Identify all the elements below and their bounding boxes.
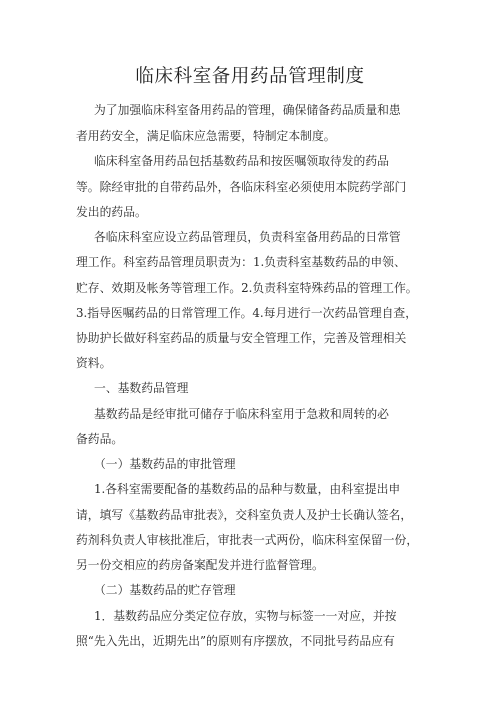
body-line: 药剂科负责人审核批准后，审批表一式两份，临床科室保留一份， (76, 533, 419, 547)
document-title: 临床科室备用药品管理制度 (135, 66, 365, 87)
body-line: 贮存、效期及帐务等管理工作。2.负责科室特殊药品的管理工作。 (76, 281, 418, 295)
body-line: 理工作。科室药品管理员职责为：1.负责科室基数药品的申领、 (76, 255, 406, 269)
body-line: 资料。 (76, 356, 112, 370)
body-line: 基数药品是经审批可储存于临床科室用于急救和周转的必 (94, 407, 389, 421)
body-line: 3.指导医嘱药品的日常管理工作。4.每月进行一次药品管理自查， (76, 306, 418, 320)
body-line: 备药品。 (76, 432, 124, 446)
body-line: 请，填写《基数药品审批表》，交科室负责人及护士长确认签名， (76, 508, 413, 522)
section-heading: 一、基数药品管理 (94, 381, 189, 395)
body-line: 1．基数药品应分类定位存放，实物与标签一一对应，并按 (94, 609, 397, 623)
body-line: 者用药安全，满足临床应急需要，特制定本制度。 (76, 129, 336, 143)
body-line: 发出的药品。 (76, 205, 147, 219)
body-line: 1.各科室需要配备的基数药品的品种与数量，由科室提出申 (94, 482, 401, 496)
body-line: 照“先入先出，近期先出”的原则有序摆放，不同批号药品应有 (76, 634, 395, 648)
body-line: 为了加强临床科室备用药品的管理，确保储备药品质量和患 (94, 103, 401, 117)
body-line: 协助护长做好科室药品的质量与安全管理工作，完善及管理相关 (76, 331, 407, 345)
subsection-heading: （二）基数药品的贮存管理 (94, 583, 236, 597)
subsection-heading: （一）基数药品的审批管理 (94, 457, 236, 471)
body-line: 另一份交相应的药房备案配发并进行监督管理。 (76, 558, 324, 572)
body-line: 等。除经审批的自带药品外，各临床科室必须使用本院药学部门 (76, 180, 407, 194)
body-line: 各临床科室应设立药品管理员，负责科室备用药品的日常管 (94, 230, 401, 244)
body-line: 临床科室备用药品包括基数药品和按医嘱领取待发的药品 (94, 154, 389, 168)
